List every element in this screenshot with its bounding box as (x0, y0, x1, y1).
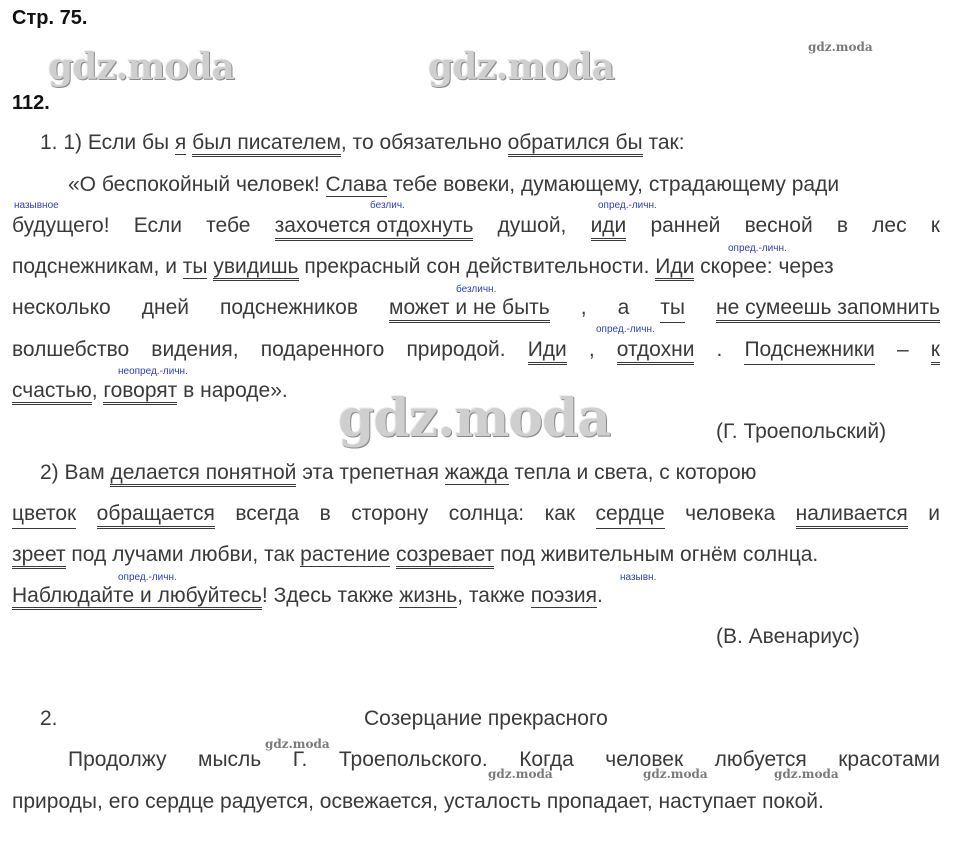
subject: поэзия (530, 584, 597, 607)
author: (Г. Троепольский) (716, 420, 887, 443)
text-line: 1. 1) Если бы я был писателем, то обязательно обратился бы так: (40, 131, 685, 155)
text-line: «О беспокойный человек! Слава тебе вовеки, думающему, страдающему ради (68, 173, 840, 196)
grammar-note: опред.-личн. (728, 243, 787, 254)
grammar-note: безлич. (370, 200, 405, 211)
watermark-small: gdz.moda (774, 767, 839, 781)
predicate: счастью (12, 379, 92, 405)
predicate: наливается (796, 502, 908, 529)
grammar-note: неопред.-личн. (118, 366, 188, 377)
grammar-note: опред.-личн. (596, 324, 655, 335)
predicate: Иди (528, 338, 567, 365)
text-line: Наблюдайте и любуйтесь! Здесь также жизнь, также поэзия. (12, 584, 603, 608)
predicate: был писателем (192, 131, 341, 157)
subject: ты (182, 255, 208, 278)
text-line: цветок обращается всегда в сторону солнца: как сердце человека наливается и (12, 502, 940, 529)
grammar-note: опред.-личн. (118, 572, 177, 583)
predicate: может и не быть (389, 296, 550, 323)
text-line: природы, его сердце радуется, освежается, усталость пропадает, наступает покой. (12, 790, 824, 813)
subject: цветок (12, 502, 76, 529)
text-line: зреет под лучами любви, так растение созревает под живительным огнём солнца. (12, 543, 818, 567)
predicate: к (931, 338, 940, 365)
subject: сердце (596, 502, 665, 529)
page-label: Стр. 75. (12, 7, 88, 29)
predicate: отдохни (617, 338, 695, 365)
section-number: 2. (40, 707, 58, 730)
predicate: Иди (655, 255, 694, 281)
text-line: подснежникам, и ты увидишь прекрасный сон действительности. Иди скорее: через (12, 255, 834, 279)
grammar-note: опред.-личн. (598, 200, 657, 211)
predicate: не сумеешь запомнить (716, 296, 940, 323)
section-title: Созерцание прекрасного (364, 707, 608, 730)
watermark: gdz.moda (428, 46, 614, 88)
predicate: обращается (97, 502, 215, 529)
watermark-small: gdz.moda (265, 737, 330, 751)
text-line: Продолжу мысль Г. Троепольского. Когда человек любуется красотами (68, 748, 940, 771)
watermark-small: gdz.moda (808, 40, 873, 54)
predicate: Наблюдайте и любуйтесь (12, 584, 262, 610)
subject: Слава (325, 173, 388, 196)
exercise-number: 112. (12, 92, 50, 114)
grammar-note: безличн. (456, 284, 497, 295)
predicate: зреет (12, 543, 66, 569)
text-line: волшебство видения, подаренного природой. Иди , отдохни . Подснежники – к (12, 338, 940, 365)
text-line: счастью, говорят в народе». (12, 379, 288, 403)
predicate: иди (591, 214, 627, 241)
subject: растение (300, 543, 391, 566)
grammar-note: назывное (14, 200, 59, 211)
subject: Подснежники (744, 338, 874, 365)
subject: я (174, 131, 187, 154)
text-line: будущего! Если тебе захочется отдохнуть душой, иди ранней весной в лес к (12, 214, 940, 241)
watermark: gdz.moda (48, 46, 234, 88)
predicate: говорят (103, 379, 177, 405)
watermark: gdz.moda (338, 388, 611, 449)
author: (В. Авенариус) (716, 625, 860, 648)
predicate: созревает (396, 543, 494, 569)
watermark-small: gdz.moda (643, 767, 708, 781)
grammar-note: назывн. (620, 572, 657, 583)
text-line: 2) Вам делается понятной эта трепетная жажда тепла и света, с которою (40, 461, 756, 485)
predicate: обратился бы (508, 131, 643, 157)
predicate: захочется отдохнуть (275, 214, 474, 241)
predicate: увидишь (213, 255, 298, 281)
subject: жизнь (399, 584, 458, 607)
watermark-small: gdz.moda (488, 767, 553, 781)
subject: жажда (444, 461, 509, 484)
predicate: делается понятной (110, 461, 296, 487)
subject: ты (660, 296, 685, 323)
text-line: несколько дней подснежников может и не быть , а ты не сумеешь запомнить (12, 296, 940, 323)
